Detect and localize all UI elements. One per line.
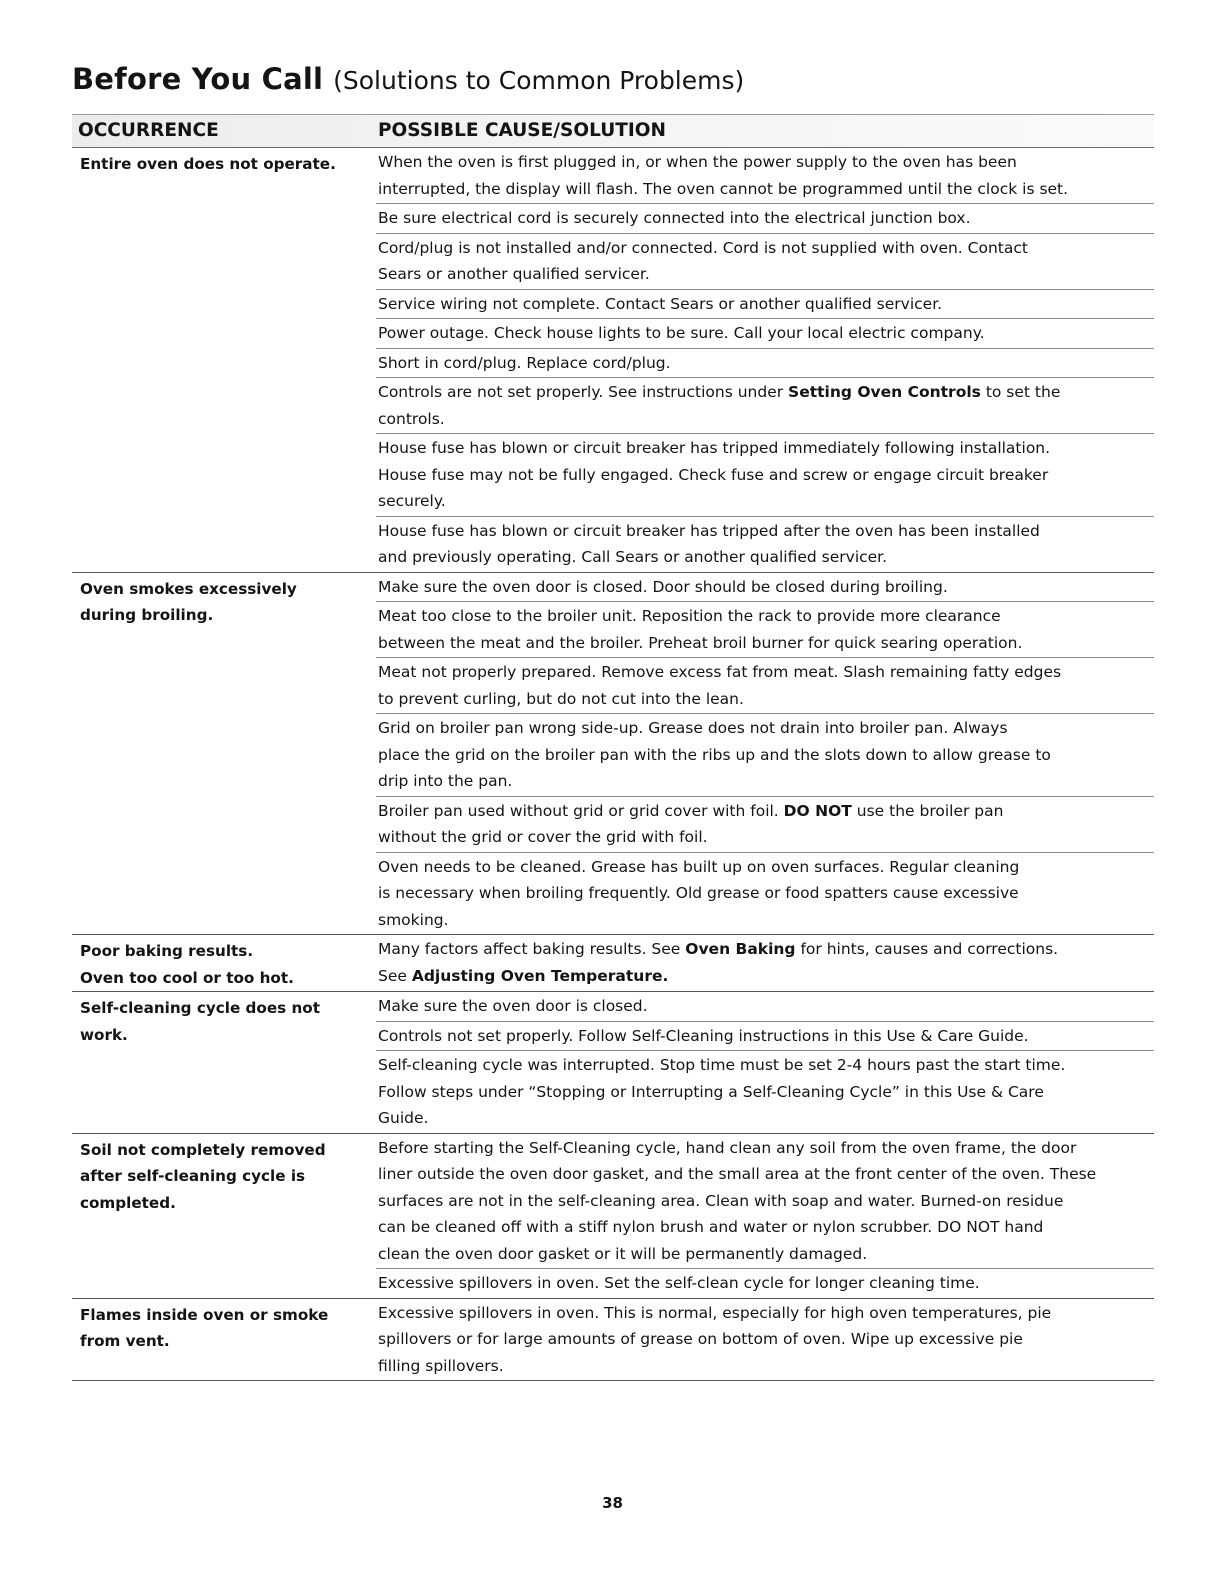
cause-text: surfaces are not in the self-cleaning area. Clean with soap and water. Burned-on residue xyxy=(378,1191,1064,1210)
cause-line xyxy=(378,1079,1154,1106)
cause-line xyxy=(378,1161,1154,1188)
occurrence-text: work. xyxy=(80,1025,128,1044)
cause-line xyxy=(378,1023,1154,1050)
cause-entry xyxy=(376,602,1154,658)
cause-text: and previously operating. Call Sears or another qualified servicer. xyxy=(378,548,888,566)
cause-text: When the oven is first plugged in, or when the power supply to the oven has been xyxy=(378,153,1017,171)
cause-text: Cord/plug is not installed and/or connected. Cord is not supplied with oven. Contact xyxy=(378,238,1028,257)
cause-line xyxy=(378,1214,1154,1241)
cause-line xyxy=(378,993,1154,1020)
cause-text: Controls not set properly. Follow Self-Cleaning instructions in this Use & Care Guide. xyxy=(378,1026,1029,1045)
cause-text: Meat not properly prepared. Remove excess fat from meat. Slash remaining fatty edges xyxy=(378,663,1062,681)
cause-line xyxy=(378,715,1154,742)
cause-line xyxy=(378,854,1154,881)
cause-text: is necessary when broiling frequently. Old grease or food spatters cause excessive xyxy=(378,884,1019,902)
cause-entry xyxy=(376,1022,1154,1052)
cause-line xyxy=(378,435,1154,462)
cause-text: to prevent curling, but do not cut into the lean. xyxy=(378,689,744,708)
cause-text: to set the xyxy=(980,383,1061,401)
cause-line xyxy=(378,1300,1154,1327)
cause-line xyxy=(378,379,1154,406)
cause-line xyxy=(378,149,1154,176)
cause-line xyxy=(378,824,1154,851)
cause-text: Service wiring not complete. Contact Sears or another qualified servicer. xyxy=(378,294,943,313)
cause-entry xyxy=(376,349,1154,379)
cause-line xyxy=(378,742,1154,769)
occurrence-text: Oven too cool or too hot. xyxy=(80,968,294,987)
cause-entry xyxy=(376,319,1154,349)
cause-text: controls. xyxy=(378,409,445,428)
cause-line xyxy=(378,907,1154,934)
troubleshooting-page xyxy=(72,62,1154,1381)
cause-line xyxy=(378,518,1154,545)
cause-cell xyxy=(376,1134,1154,1298)
cause-text: smoking. xyxy=(378,910,449,929)
cause-cell xyxy=(376,992,1154,1133)
cause-line xyxy=(378,603,1154,630)
header-occurrence: OCCURRENCE xyxy=(78,120,219,141)
occurrence-cell xyxy=(72,992,376,1133)
cause-line xyxy=(378,936,1154,963)
cause-text: use the broiler pan xyxy=(851,801,1004,820)
occurrence-text: Flames inside oven or smoke xyxy=(80,1305,329,1324)
cause-text: securely. xyxy=(378,492,446,510)
cause-entry xyxy=(376,1269,1154,1298)
cause-text: Make sure the oven door is closed. xyxy=(378,997,648,1015)
cause-entry xyxy=(376,1134,1154,1270)
cause-entry xyxy=(376,290,1154,320)
table-row xyxy=(72,1134,1154,1299)
cause-line xyxy=(378,1135,1154,1162)
cause-entry xyxy=(376,148,1154,204)
cause-entry xyxy=(376,517,1154,572)
cause-text: between the meat and the broiler. Preheat broil burner for quick searing operation. xyxy=(378,633,1023,652)
cause-line xyxy=(378,1188,1154,1215)
cause-entry xyxy=(376,1051,1154,1133)
cause-line xyxy=(378,320,1154,347)
cause-entry xyxy=(376,853,1154,935)
cause-text: House fuse has blown or circuit breaker has tripped after the oven has been installed xyxy=(378,521,1040,540)
cause-text: filling spillovers. xyxy=(378,1356,504,1375)
cause-line xyxy=(378,659,1154,686)
cause-text: House fuse has blown or circuit breaker has tripped immediately following installation. xyxy=(378,439,1051,457)
occurrence-cell xyxy=(72,1134,376,1298)
cause-line xyxy=(378,406,1154,433)
cause-text: Broiler pan used without grid or grid cover with foil. xyxy=(378,801,784,820)
cause-entry xyxy=(376,658,1154,714)
title-main: Before You Call xyxy=(72,62,324,96)
cause-text: Many factors affect baking results. See xyxy=(378,940,686,958)
cause-text: interrupted, the display will flash. The oven cannot be programmed until the clock is set. xyxy=(378,179,1069,198)
occurrence-cell xyxy=(72,935,376,991)
cause-line xyxy=(378,1241,1154,1268)
cause-entry xyxy=(376,434,1154,517)
occurrence-text: Self-cleaning cycle does not xyxy=(80,999,320,1017)
cause-cell xyxy=(376,935,1154,991)
cause-line xyxy=(378,630,1154,657)
cause-cell xyxy=(376,148,1154,572)
cause-text: clean the oven door gasket or it will be permanently damaged. xyxy=(378,1244,868,1263)
cause-text: spillovers or for large amounts of grease on bottom of oven. Wipe up excessive pie xyxy=(378,1330,1023,1348)
table-row xyxy=(72,1299,1154,1382)
cause-text: Self-cleaning cycle was interrupted. Stop time must be set 2-4 hours past the start time. xyxy=(378,1056,1066,1074)
cause-line xyxy=(378,1052,1154,1079)
cause-cell xyxy=(376,1299,1154,1381)
cause-text: Meat too close to the broiler unit. Reposition the rack to provide more clearance xyxy=(378,607,1001,625)
cause-entry xyxy=(376,204,1154,234)
cause-text: Follow steps under “Stopping or Interrupting a Self-Cleaning Cycle” in this Use & Care xyxy=(378,1082,1044,1101)
table-row xyxy=(72,992,1154,1134)
cause-text: Excessive spillovers in oven. This is normal, especially for high oven temperatures, pie xyxy=(378,1303,1052,1322)
cause-text: without the grid or cover the grid with foil. xyxy=(378,828,708,846)
cause-emphasis: Oven Baking xyxy=(685,940,796,958)
cause-text: Short in cord/plug. Replace cord/plug. xyxy=(378,353,671,372)
cause-text: for hints, causes and corrections. xyxy=(795,940,1059,958)
cause-cell xyxy=(376,573,1154,935)
table-row xyxy=(72,935,1154,992)
cause-entry xyxy=(376,1299,1154,1381)
occurrence-text: completed. xyxy=(80,1193,176,1212)
cause-text: Oven needs to be cleaned. Grease has built up on oven surfaces. Regular cleaning xyxy=(378,857,1020,876)
cause-line xyxy=(378,1105,1154,1132)
cause-text: can be cleaned off with a stiff nylon brush and water or nylon scrubber. DO NOT hand xyxy=(378,1218,1044,1236)
occurrence-text: Oven smokes excessively xyxy=(80,579,297,598)
cause-text: Excessive spillovers in oven. Set the self-clean cycle for longer cleaning time. xyxy=(378,1274,980,1292)
cause-text: Controls are not set properly. See instructions under xyxy=(378,383,789,401)
cause-line xyxy=(378,1270,1154,1297)
cause-text: Power outage. Check house lights to be sure. Call your local electric company. xyxy=(378,324,985,342)
cause-line xyxy=(378,1353,1154,1380)
cause-line xyxy=(378,488,1154,515)
cause-entry xyxy=(376,935,1154,990)
cause-line xyxy=(378,880,1154,907)
cause-line xyxy=(378,544,1154,571)
cause-line xyxy=(378,350,1154,377)
table-header xyxy=(72,114,1154,148)
cause-text: liner outside the oven door gasket, and the small area at the front center of the oven. These xyxy=(378,1165,1097,1183)
occurrence-cell xyxy=(72,148,376,572)
occurrence-text: Poor baking results. xyxy=(80,942,254,960)
cause-text: Before starting the Self-Cleaning cycle, hand clean any soil from the oven frame, the door xyxy=(378,1138,1077,1157)
cause-line xyxy=(378,205,1154,232)
title-subtitle: (Solutions to Common Problems) xyxy=(333,66,745,95)
cause-line xyxy=(378,1326,1154,1353)
table-row xyxy=(72,148,1154,573)
cause-line xyxy=(378,574,1154,601)
table-row xyxy=(72,573,1154,936)
cause-entry xyxy=(376,797,1154,853)
cause-entry xyxy=(376,714,1154,797)
occurrence-text: Soil not completely removed xyxy=(80,1140,326,1159)
cause-text: Sears or another qualified servicer. xyxy=(378,265,650,283)
cause-line xyxy=(378,462,1154,489)
cause-line xyxy=(378,686,1154,713)
cause-text: Be sure electrical cord is securely connected into the electrical junction box. xyxy=(378,209,971,227)
cause-line xyxy=(378,235,1154,262)
occurrence-text: from vent. xyxy=(80,1332,170,1350)
cause-text: Guide. xyxy=(378,1109,429,1127)
page-number: 38 xyxy=(602,1494,623,1512)
cause-line xyxy=(378,798,1154,825)
cause-text: drip into the pan. xyxy=(378,772,513,790)
cause-emphasis: Adjusting Oven Temperature. xyxy=(411,966,669,985)
cause-entry xyxy=(376,378,1154,434)
cause-text: House fuse may not be fully engaged. Check fuse and screw or engage circuit breaker xyxy=(378,465,1049,484)
cause-line xyxy=(378,291,1154,318)
cause-emphasis: DO NOT xyxy=(783,801,852,820)
cause-text: See xyxy=(378,966,412,985)
occurrence-text: after self-cleaning cycle is xyxy=(80,1167,306,1185)
occurrence-cell xyxy=(72,1299,376,1381)
cause-entry xyxy=(376,992,1154,1022)
cause-text: place the grid on the broiler pan with the ribs up and the slots down to allow grease to xyxy=(378,745,1051,764)
occurrence-text: during broiling. xyxy=(80,606,214,624)
cause-emphasis: Setting Oven Controls xyxy=(788,383,981,401)
occurrence-text: Entire oven does not operate. xyxy=(80,155,336,173)
cause-line xyxy=(378,176,1154,203)
page-title xyxy=(72,62,1154,106)
cause-line xyxy=(378,261,1154,288)
cause-line xyxy=(378,963,1154,990)
cause-text: Make sure the oven door is closed. Door should be closed during broiling. xyxy=(378,577,948,596)
table-body xyxy=(72,148,1154,1381)
occurrence-cell xyxy=(72,573,376,935)
header-cause-solution: POSSIBLE CAUSE/SOLUTION xyxy=(378,120,666,141)
cause-line xyxy=(378,768,1154,795)
cause-entry xyxy=(376,234,1154,290)
cause-entry xyxy=(376,573,1154,603)
cause-text: Grid on broiler pan wrong side-up. Grease does not drain into broiler pan. Always xyxy=(378,719,1008,737)
